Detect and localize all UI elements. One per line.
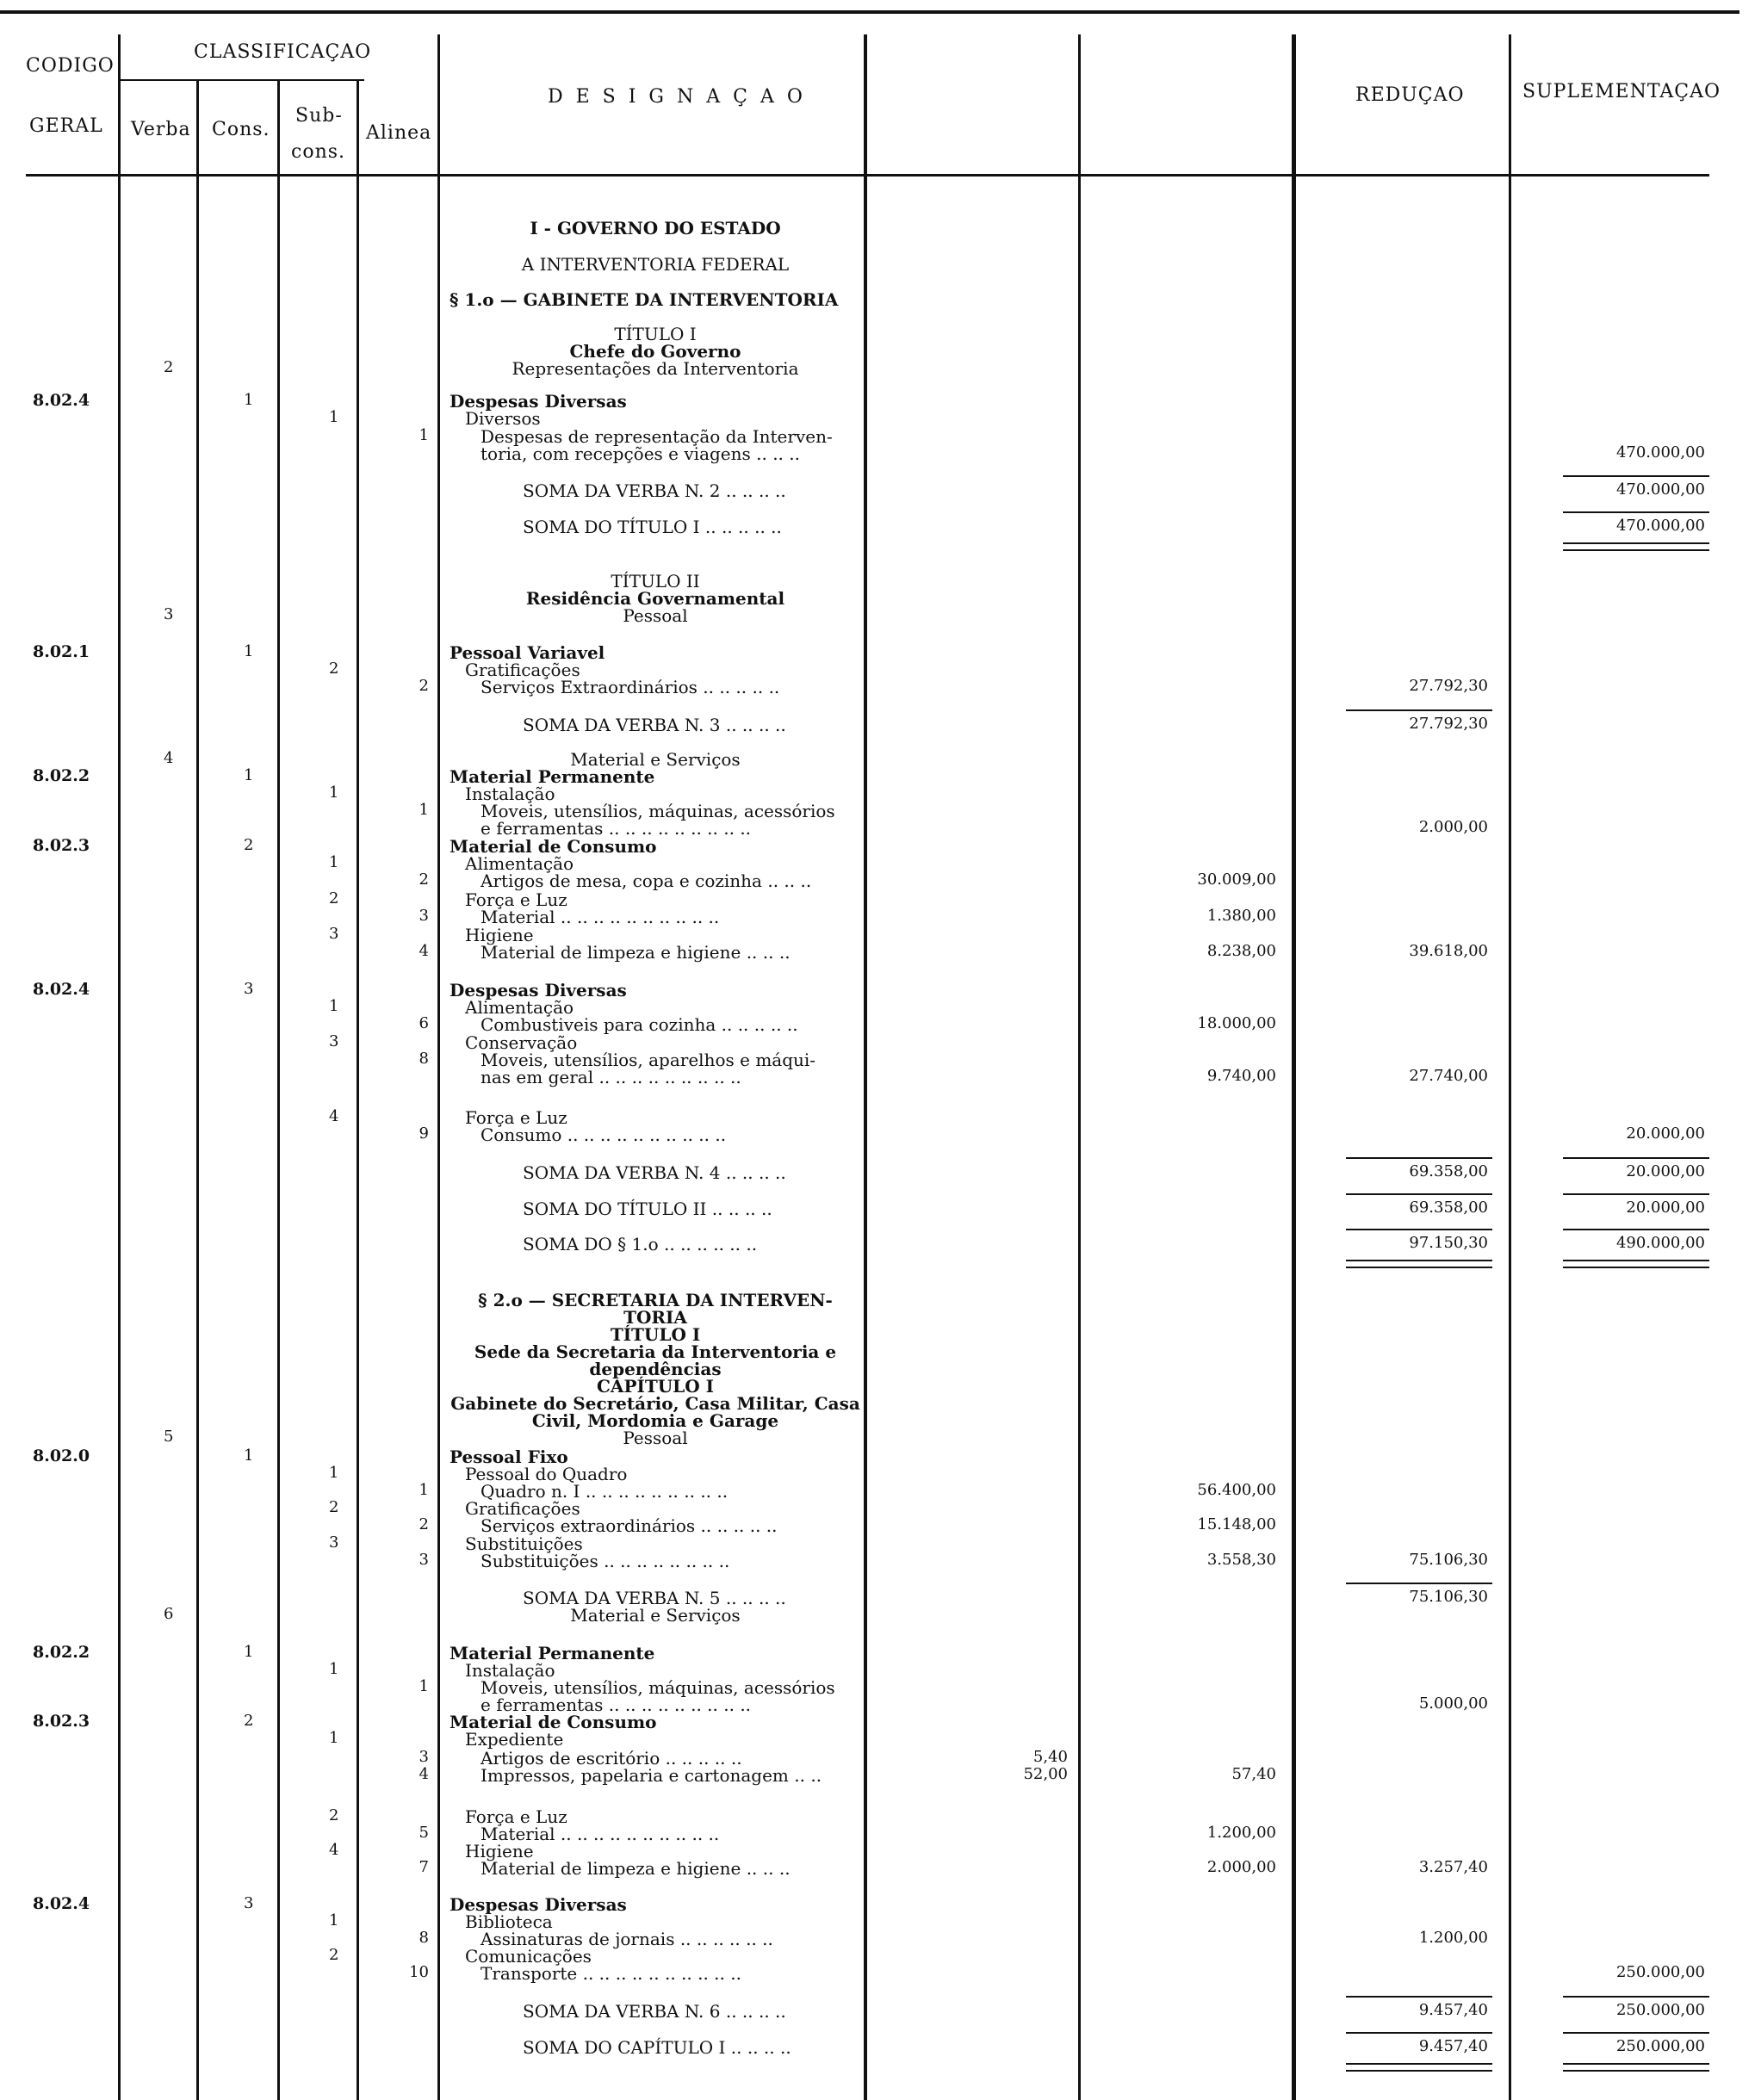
designation: Representações da Interventoria — [512, 358, 799, 379]
sum-label: SOMA DO CAPÍTULO I .. .. .. .. — [523, 2037, 791, 2058]
designation: TÍTULO I — [614, 324, 697, 344]
value-red: 75.106,30 — [1409, 1588, 1488, 1606]
designation: Diversos — [465, 408, 541, 429]
verba-cell: 4 — [164, 749, 174, 767]
alinea-cell: 3 — [419, 907, 429, 925]
designation: Expediente — [465, 1729, 564, 1750]
value-sup: 470.000,00 — [1615, 517, 1705, 535]
designation: Material .. .. .. .. .. .. .. .. .. .. — [481, 907, 720, 927]
col-rule-subcons — [357, 81, 359, 2100]
sub-cell: 2 — [329, 1498, 339, 1516]
designation: Força e Luz — [465, 1107, 567, 1128]
designation: Gratificações — [465, 1498, 580, 1519]
total-double-rule — [1563, 542, 1709, 544]
sub-cell: 2 — [329, 889, 339, 908]
alinea-cell: 2 — [419, 677, 429, 695]
designation: Força e Luz — [465, 889, 567, 910]
designation: Material Permanente — [450, 766, 655, 787]
value-sup: 20.000,00 — [1626, 1162, 1705, 1180]
value-c2: 2.000,00 — [1206, 1858, 1276, 1876]
value-red: 3.257,40 — [1418, 1858, 1488, 1876]
designation: Quadro n. I .. .. .. .. .. .. .. .. .. — [481, 1481, 729, 1502]
sub-cell: 1 — [329, 1729, 339, 1747]
codigo-cell: 8.02.2 — [33, 766, 90, 785]
designation: Biblioteca — [465, 1911, 553, 1932]
designation: Sede da Secretaria da Interventoria e — [474, 1341, 837, 1362]
designation: Artigos de mesa, copa e cozinha .. .. .. — [481, 870, 812, 891]
value-red: 2.000,00 — [1418, 818, 1488, 836]
value-c2: 18.000,00 — [1197, 1014, 1276, 1032]
header-verba: Verba — [131, 119, 191, 140]
value-red: 39.618,00 — [1409, 942, 1488, 960]
col-rule-designacao — [864, 34, 867, 2100]
col-rule-c2 — [1292, 34, 1296, 2100]
sum-label: SOMA DO § 1.o .. .. .. .. .. .. — [523, 1234, 758, 1254]
codigo-cell: 8.02.4 — [33, 980, 90, 999]
designation: Alimentação — [465, 997, 574, 1018]
cons-cell: 1 — [244, 391, 254, 409]
sub-cell: 4 — [329, 1107, 339, 1125]
col-rule-alinea — [437, 34, 440, 2100]
value-sup: 250.000,00 — [1615, 2037, 1705, 2055]
total-double-rule — [1563, 2070, 1709, 2072]
alinea-cell: 10 — [409, 1963, 429, 1981]
verba-cell: 5 — [164, 1428, 174, 1446]
designation: Material e Serviços — [570, 1605, 741, 1626]
sum-rule — [1346, 1157, 1492, 1159]
designation: Pessoal — [623, 1428, 688, 1448]
value-c2: 9.740,00 — [1206, 1067, 1276, 1085]
col-rule-cons — [277, 81, 280, 2100]
value-red: 69.358,00 — [1409, 1199, 1488, 1217]
designation: A INTERVENTORIA FEDERAL — [521, 254, 790, 275]
designation: Transporte .. .. .. .. .. .. .. .. .. .. — [481, 1963, 741, 1984]
codigo-cell: 8.02.4 — [33, 391, 90, 410]
designation: Despesas de representação da Interven- — [481, 426, 833, 447]
value-sup: 470.000,00 — [1615, 480, 1705, 499]
designation: TÍTULO I — [610, 1324, 701, 1345]
designation: Despesas Diversas — [450, 391, 627, 412]
value-red: 27.792,30 — [1409, 715, 1488, 733]
designation: Serviços extraordinários .. .. .. .. .. — [481, 1515, 778, 1536]
alinea-cell: 8 — [419, 1929, 429, 1947]
alinea-cell: 1 — [419, 1481, 429, 1499]
value-sup: 20.000,00 — [1626, 1199, 1705, 1217]
col-rule-reducao — [1509, 34, 1511, 2100]
alinea-cell: 1 — [419, 801, 429, 819]
value-red: 9.457,40 — [1418, 2001, 1488, 2019]
value-c2: 8.238,00 — [1206, 942, 1276, 960]
designation: Despesas Diversas — [450, 1894, 627, 1915]
header-geral: GERAL — [29, 115, 103, 137]
designation: Conservação — [465, 1032, 578, 1053]
sum-rule — [1563, 1193, 1709, 1195]
header-designacao: D E S I G N A Ç A O — [548, 86, 806, 108]
designation: Residência Governamental — [525, 588, 785, 609]
codigo-cell: 8.02.3 — [33, 836, 90, 855]
designation: I - GOVERNO DO ESTADO — [530, 218, 781, 238]
designation: Substituições — [465, 1533, 583, 1554]
alinea-cell: 1 — [419, 426, 429, 444]
header-reducao: REDUÇAO — [1355, 84, 1465, 106]
designation: Assinaturas de jornais .. .. .. .. .. .. — [481, 1929, 773, 1949]
value-red: 1.200,00 — [1418, 1929, 1488, 1947]
sum-rule — [1563, 475, 1709, 477]
cons-cell: 1 — [244, 766, 254, 784]
designation: Consumo .. .. .. .. .. .. .. .. .. .. — [481, 1124, 727, 1145]
designation: Material de Consumo — [450, 1712, 657, 1732]
header-cons: Cons. — [212, 119, 270, 140]
designation: TORIA — [623, 1307, 687, 1328]
sum-label: SOMA DO TÍTULO II .. .. .. .. — [523, 1199, 772, 1219]
designation: Alimentação — [465, 853, 574, 874]
sum-rule — [1346, 1193, 1492, 1195]
col-rule-codigo — [118, 34, 121, 2100]
alinea-cell: 3 — [419, 1748, 429, 1766]
value-c2: 1.200,00 — [1206, 1824, 1276, 1842]
sub-cell: 1 — [329, 408, 339, 426]
codigo-cell: 8.02.2 — [33, 1643, 90, 1662]
verba-cell: 2 — [164, 358, 174, 376]
cons-cell: 2 — [244, 1712, 254, 1730]
col-rule-c1 — [1078, 34, 1081, 2100]
designation: Substituições .. .. .. .. .. .. .. .. — [481, 1551, 730, 1571]
sub-cell: 1 — [329, 1660, 339, 1678]
total-double-rule — [1563, 1267, 1709, 1268]
alinea-cell: 7 — [419, 1858, 429, 1876]
sub-cell: 1 — [329, 1911, 339, 1930]
codigo-cell: 8.02.0 — [33, 1446, 90, 1465]
value-sup: 470.000,00 — [1615, 443, 1705, 462]
top-rule — [0, 10, 1739, 14]
col-rule-verba — [196, 81, 199, 2100]
sub-cell: 1 — [329, 1464, 339, 1482]
designation: e ferramentas .. .. .. .. .. .. .. .. .. — [481, 1694, 752, 1715]
designation: Chefe do Governo — [569, 341, 741, 362]
total-double-rule — [1346, 1267, 1492, 1268]
sum-label: SOMA DA VERBA N. 2 .. .. .. .. — [523, 480, 786, 501]
total-double-rule — [1346, 1260, 1492, 1261]
value-c2: 30.009,00 — [1197, 870, 1276, 889]
value-red: 69.358,00 — [1409, 1162, 1488, 1180]
sum-label: SOMA DA VERBA N. 6 .. .. .. .. — [523, 2001, 786, 2022]
sub-cell: 3 — [329, 1032, 339, 1050]
sum-rule — [1563, 511, 1709, 513]
sub-cell: 1 — [329, 853, 339, 871]
cons-cell: 2 — [244, 836, 254, 854]
value-red: 75.106,30 — [1409, 1551, 1488, 1569]
designation: Combustiveis para cozinha .. .. .. .. .. — [481, 1014, 798, 1035]
value-c1: 5,40 — [1032, 1748, 1068, 1766]
codigo-cell: 8.02.1 — [33, 642, 90, 661]
verba-cell: 3 — [164, 605, 174, 623]
designation: Material de limpeza e higiene .. .. .. — [481, 942, 791, 963]
designation: Moveis, utensílios, máquinas, acessórios — [481, 801, 835, 821]
value-sup: 490.000,00 — [1615, 1234, 1705, 1252]
designation: e ferramentas .. .. .. .. .. .. .. .. .. — [481, 818, 752, 839]
header-classificacao: CLASSIFICAÇAO — [194, 41, 372, 63]
value-red: 27.740,00 — [1409, 1067, 1488, 1085]
sub-cell: 2 — [329, 1946, 339, 1964]
designation: Serviços Extraordinários .. .. .. .. .. — [481, 677, 780, 697]
designation: § 1.o — GABINETE DA INTERVENTORIA — [450, 289, 839, 310]
designation: Pessoal — [623, 605, 688, 626]
sum-rule — [1563, 2032, 1709, 2034]
designation: Artigos de escritório .. .. .. .. .. — [481, 1748, 742, 1769]
designation: Instalação — [465, 1660, 555, 1681]
designation: Higiene — [465, 925, 534, 945]
total-double-rule — [1563, 1260, 1709, 1261]
value-red: 9.457,40 — [1418, 2037, 1488, 2055]
header-subcons-2: cons. — [291, 141, 346, 163]
sub-cell: 1 — [329, 784, 339, 802]
header-subcons-1: Sub- — [295, 105, 343, 127]
alinea-cell: 3 — [419, 1551, 429, 1569]
designation: nas em geral .. .. .. .. .. .. .. .. .. — [481, 1067, 741, 1087]
sum-rule — [1346, 2032, 1492, 2034]
value-sup: 20.000,00 — [1626, 1124, 1705, 1143]
designation: Força e Luz — [465, 1806, 567, 1827]
value-c2: 15.148,00 — [1197, 1515, 1276, 1533]
alinea-cell: 9 — [419, 1124, 429, 1143]
designation: Moveis, utensílios, máquinas, acessórios — [481, 1677, 835, 1698]
alinea-cell: 2 — [419, 870, 429, 889]
header-codigo: CODIGO — [26, 55, 115, 77]
designation: Material e Serviços — [570, 749, 741, 770]
designation: Gabinete do Secretário, Casa Militar, Casa — [450, 1393, 860, 1414]
value-c2: 57,40 — [1231, 1765, 1276, 1783]
sum-rule — [1563, 1157, 1709, 1159]
sub-cell: 2 — [329, 660, 339, 678]
sum-rule — [1563, 1996, 1709, 1998]
total-double-rule — [1563, 549, 1709, 551]
sum-rule — [1346, 1583, 1492, 1584]
alinea-cell: 6 — [419, 1014, 429, 1032]
sub-cell: 3 — [329, 1533, 339, 1552]
designation: Comunicações — [465, 1946, 592, 1967]
value-red: 5.000,00 — [1418, 1694, 1488, 1713]
designation: Pessoal Fixo — [450, 1446, 568, 1467]
codigo-cell: 8.02.4 — [33, 1894, 90, 1913]
sum-label: SOMA DO TÍTULO I .. .. .. .. .. — [523, 517, 782, 537]
designation: TÍTULO II — [611, 571, 700, 592]
sum-label: SOMA DA VERBA N. 4 .. .. .. .. — [523, 1162, 786, 1183]
header-suplementacao: SUPLEMENTAÇAO — [1522, 81, 1721, 102]
cons-cell: 1 — [244, 642, 254, 660]
designation: CAPÍTULO I — [597, 1376, 714, 1397]
alinea-cell: 8 — [419, 1050, 429, 1068]
alinea-cell: 2 — [419, 1515, 429, 1533]
sum-rule — [1346, 1229, 1492, 1230]
sub-cell: 3 — [329, 925, 339, 943]
designation: § 2.o — SECRETARIA DA INTERVEN- — [478, 1290, 833, 1310]
designation: Material Permanente — [450, 1643, 655, 1663]
header-alinea: Alinea — [366, 122, 432, 144]
designation: Material de Consumo — [450, 836, 657, 857]
alinea-cell: 4 — [419, 1765, 429, 1783]
designation: Pessoal do Quadro — [465, 1464, 628, 1484]
designation: Despesas Diversas — [450, 980, 627, 1000]
designation: Moveis, utensílios, aparelhos e máqui- — [481, 1050, 816, 1070]
alinea-cell: 4 — [419, 942, 429, 960]
sub-cell: 2 — [329, 1806, 339, 1824]
designation: Instalação — [465, 784, 555, 804]
value-red: 27.792,30 — [1409, 677, 1488, 695]
designation: Civil, Mordomia e Garage — [531, 1410, 779, 1431]
designation: Material de limpeza e higiene .. .. .. — [481, 1858, 791, 1879]
alinea-cell: 5 — [419, 1824, 429, 1842]
total-double-rule — [1346, 2063, 1492, 2065]
sum-label: SOMA DA VERBA N. 3 .. .. .. .. — [523, 715, 786, 735]
sum-rule — [1346, 709, 1492, 711]
value-red: 97.150,30 — [1409, 1234, 1488, 1252]
sum-rule — [1563, 1229, 1709, 1230]
sub-cell: 1 — [329, 997, 339, 1015]
value-c2: 56.400,00 — [1197, 1481, 1276, 1499]
designation: toria, com recepções e viagens .. .. .. — [481, 443, 800, 464]
sum-label: SOMA DA VERBA N. 5 .. .. .. .. — [523, 1588, 786, 1608]
cons-cell: 1 — [244, 1446, 254, 1465]
alinea-cell: 1 — [419, 1677, 429, 1695]
value-sup: 250.000,00 — [1615, 2001, 1705, 2019]
verba-cell: 6 — [164, 1605, 174, 1623]
cons-cell: 1 — [244, 1643, 254, 1661]
designation: Impressos, papelaria e cartonagem .. .. — [481, 1765, 822, 1786]
designation: dependências — [589, 1359, 722, 1379]
value-sup: 250.000,00 — [1615, 1963, 1705, 1981]
designation: Material .. .. .. .. .. .. .. .. .. .. — [481, 1824, 720, 1844]
designation: Pessoal Variavel — [450, 642, 605, 663]
sub-cell: 4 — [329, 1841, 339, 1859]
value-c2: 1.380,00 — [1206, 907, 1276, 925]
designation: Higiene — [465, 1841, 534, 1862]
value-c2: 3.558,30 — [1206, 1551, 1276, 1569]
codigo-cell: 8.02.3 — [33, 1712, 90, 1731]
designation: Gratificações — [465, 660, 580, 680]
total-double-rule — [1346, 2070, 1492, 2072]
total-double-rule — [1563, 2063, 1709, 2065]
sum-rule — [1346, 1996, 1492, 1998]
value-c1: 52,00 — [1023, 1765, 1068, 1783]
cons-cell: 3 — [244, 1894, 254, 1912]
classificacao-rule — [119, 79, 364, 81]
cons-cell: 3 — [244, 980, 254, 998]
